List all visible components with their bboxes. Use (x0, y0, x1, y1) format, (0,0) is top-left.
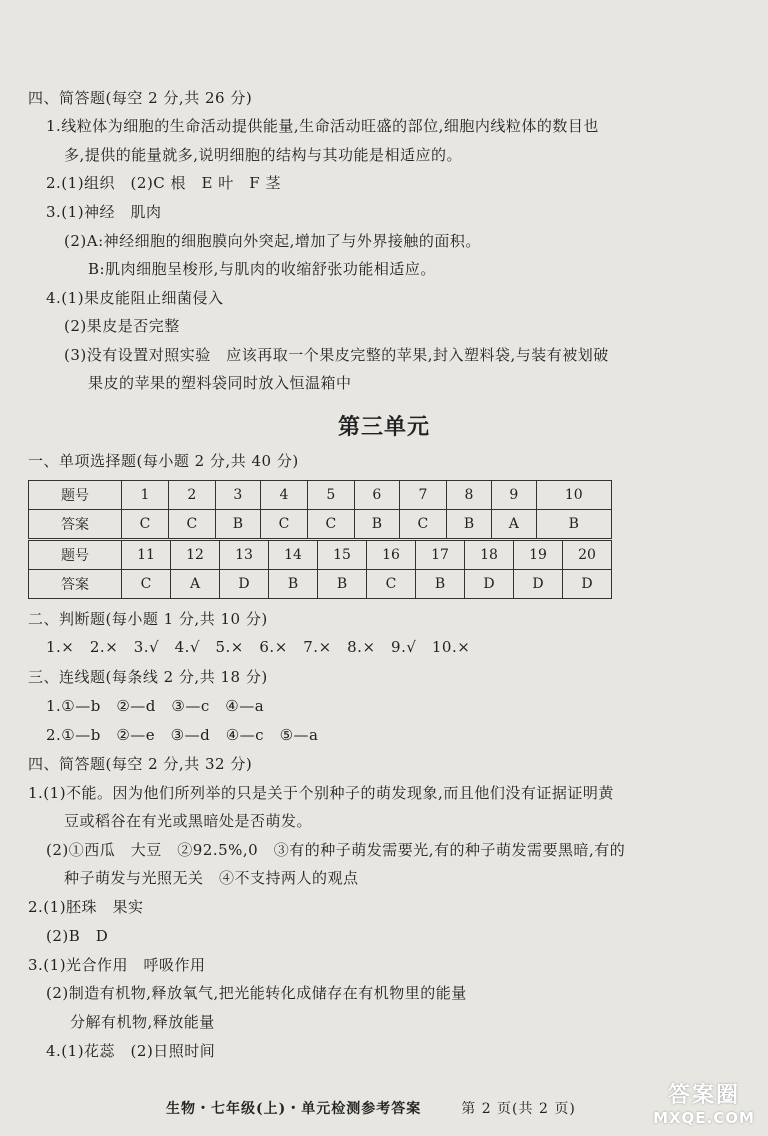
answer-line: 4.(1)花蕊 (2)日照时间 (46, 1042, 216, 1060)
table-row (29, 481, 612, 510)
answer-cell: C (168, 510, 215, 539)
answer-cell: C (399, 510, 446, 539)
question-number: 20 (563, 541, 612, 570)
row-label: 题号 (29, 481, 122, 510)
answer-cell: C (367, 570, 416, 599)
table-row (29, 510, 612, 539)
page-footer (166, 1098, 576, 1118)
answer-cell: D (220, 570, 269, 599)
section-heading: 四、简答题(每空 2 分,共 26 分) (28, 89, 253, 107)
question-number: 13 (220, 541, 269, 570)
answer-cell: B (215, 510, 260, 539)
answer-table-2 (28, 540, 612, 599)
answer-line: (2)A:神经细胞的细胞膜向外突起,增加了与外界接触的面积。 (64, 232, 481, 250)
question-number: 18 (465, 541, 514, 570)
answer-line: 3.(1)光合作用 呼吸作用 (28, 956, 206, 974)
answer-cell: C (122, 510, 169, 539)
answer-line: 1.(1)不能。因为他们所列举的只是关于个别种子的萌发现象,而且他们没有证据证明黄 (28, 784, 614, 802)
watermark-logo (648, 1078, 760, 1130)
question-number: 1 (122, 481, 169, 510)
row-label: 答案 (29, 570, 122, 599)
answer-line: 3.(1)神经 肌肉 (46, 203, 162, 221)
question-number: 6 (354, 481, 399, 510)
answer-line: 多,提供的能量就多,说明细胞的结构与其功能是相适应的。 (64, 146, 463, 164)
section-heading: 四、简答题(每空 2 分,共 32 分) (28, 755, 253, 773)
answer-cell: C (260, 510, 307, 539)
answer-cell: D (563, 570, 612, 599)
answer-line: 1.× 2.× 3.√ 4.√ 5.× 6.× 7.× 8.× 9.√ 10.× (46, 638, 471, 656)
watermark-url: MXQE.COM (653, 1109, 755, 1127)
answer-line: (2)果皮是否完整 (64, 317, 180, 335)
question-number: 4 (260, 481, 307, 510)
table-row (29, 570, 612, 599)
question-number: 3 (215, 481, 260, 510)
answer-cell: C (122, 570, 171, 599)
answer-line: 果皮的苹果的塑料袋同时放入恒温箱中 (88, 374, 352, 392)
question-number: 10 (536, 481, 611, 510)
question-number: 15 (318, 541, 367, 570)
answer-cell: B (269, 570, 318, 599)
answer-line: 豆或稻谷在有光或黑暗处是否萌发。 (64, 812, 313, 830)
section-heading: 二、判断题(每小题 1 分,共 10 分) (28, 610, 268, 628)
answer-cell: B (318, 570, 367, 599)
question-number: 2 (168, 481, 215, 510)
question-number: 5 (307, 481, 354, 510)
answer-cell: D (465, 570, 514, 599)
page-number: 第 2 页(共 2 页) (461, 1101, 576, 1117)
question-number: 19 (514, 541, 563, 570)
answer-line: 种子萌发与光照无关 ④不支持两人的观点 (64, 869, 359, 887)
watermark-text: 答案圈 (667, 1083, 740, 1108)
answer-cell: C (307, 510, 354, 539)
answer-line: 2.①—b ②—e ③—d ④—c ⑤—a (46, 726, 319, 744)
section-heading: 一、单项选择题(每小题 2 分,共 40 分) (28, 452, 299, 470)
answer-cell: A (171, 570, 220, 599)
section-heading: 三、连线题(每条线 2 分,共 18 分) (28, 668, 268, 686)
answer-line: (2)制造有机物,释放氧气,把光能转化成储存在有机物里的能量 (46, 984, 467, 1002)
table-row (29, 541, 612, 570)
question-number: 17 (416, 541, 465, 570)
question-number: 12 (171, 541, 220, 570)
question-number: 7 (399, 481, 446, 510)
row-label: 题号 (29, 541, 122, 570)
answer-line: 分解有机物,释放能量 (70, 1013, 215, 1031)
row-label: 答案 (29, 510, 122, 539)
question-number: 9 (492, 481, 537, 510)
answer-line: (3)没有设置对照实验 应该再取一个果皮完整的苹果,封入塑料袋,与装有被划破 (64, 346, 609, 364)
answer-line: (2)B D (46, 927, 109, 945)
answer-line: 2.(1)胚珠 果实 (28, 898, 144, 916)
answer-cell: B (354, 510, 399, 539)
question-number: 14 (269, 541, 318, 570)
question-number: 16 (367, 541, 416, 570)
answer-cell: A (492, 510, 537, 539)
answer-table-1 (28, 480, 612, 539)
answer-line: B:肌肉细胞呈梭形,与肌肉的收缩舒张功能相适应。 (88, 260, 436, 278)
answer-line: (2)①西瓜 大豆 ②92.5%,0 ③有的种子萌发需要光,有的种子萌发需要黑暗,有的 (46, 841, 626, 859)
answer-line: 4.(1)果皮能阻止细菌侵入 (46, 289, 224, 307)
answer-cell: B (416, 570, 465, 599)
answer-cell: B (536, 510, 611, 539)
question-number: 11 (122, 541, 171, 570)
question-number: 8 (446, 481, 491, 510)
answer-line: 2.(1)组织 (2)C 根 E 叶 F 茎 (46, 174, 281, 192)
answer-line: 1.线粒体为细胞的生命活动提供能量,生命活动旺盛的部位,细胞内线粒体的数目也 (46, 117, 599, 135)
answer-cell: B (446, 510, 491, 539)
answer-line: 1.①—b ②—d ③—c ④—a (46, 697, 265, 715)
answer-cell: D (514, 570, 563, 599)
unit-title: 第三单元 (337, 415, 430, 440)
footer-title: 生物・七年级(上)・单元检测参考答案 (166, 1101, 422, 1117)
